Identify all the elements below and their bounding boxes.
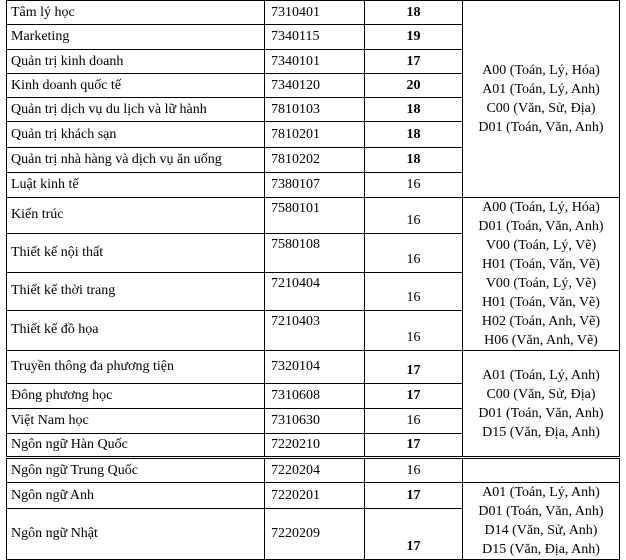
major-code: 7810103 [265, 98, 365, 122]
major-name: Ngôn ngữ Anh [7, 483, 265, 509]
major-code: 7220201 [265, 483, 365, 509]
subject-combinations [463, 1, 620, 198]
combo-line: A00 (Toán, Lý, Hóa) [482, 200, 600, 215]
major-name: Quản trị khách sạn [7, 122, 265, 148]
score: 16 [365, 458, 463, 483]
score: 17 [365, 351, 463, 384]
admission-scores-table [6, 0, 620, 560]
score: 16 [365, 310, 463, 350]
major-name: Ngôn ngữ Hàn Quốc [7, 434, 265, 458]
subject-combinations [463, 351, 620, 458]
score: 17 [365, 384, 463, 409]
score: 17 [365, 50, 463, 74]
major-code: 7210403 [265, 310, 365, 350]
major-name: Quản trị kinh doanh [7, 50, 265, 74]
major-code: 7580108 [265, 233, 365, 272]
major-name: Thiết kế nội thất [7, 233, 265, 272]
table-row [7, 198, 620, 234]
major-code: 7220204 [265, 458, 365, 483]
score: 20 [365, 74, 463, 98]
score: 16 [365, 198, 463, 234]
combo-line: D15 (Văn, Địa, Anh) [482, 424, 600, 440]
major-name: Kinh doanh quốc tế [7, 74, 265, 98]
combo-line: A00 (Toán, Lý, Hóa) [482, 63, 600, 78]
score: 17 [365, 483, 463, 509]
major-name: Luật kinh tế [7, 173, 265, 198]
subject-combinations [463, 483, 620, 560]
score: 17 [365, 434, 463, 458]
major-name: Ngôn ngữ Nhật [7, 509, 265, 560]
major-name: Thiết kế thời trang [7, 272, 265, 310]
major-code: 7320104 [265, 351, 365, 384]
major-name: Đông phương học [7, 384, 265, 409]
combo-line: H01 (Toán, Văn, Vẽ) [482, 257, 600, 272]
major-name: Tâm lý học [7, 1, 265, 25]
score: 19 [365, 25, 463, 50]
major-name: Truyền thông đa phương tiện [7, 351, 265, 384]
major-code: 7210404 [265, 272, 365, 310]
combo-line: D01 (Toán, Văn, Anh) [478, 120, 604, 135]
major-name: Việt Nam học [7, 409, 265, 434]
score: 18 [365, 98, 463, 122]
score: 18 [365, 1, 463, 25]
major-code: 7310401 [265, 1, 365, 25]
major-name: Kiến trúc [7, 198, 265, 234]
major-code: 7810201 [265, 122, 365, 148]
score: 16 [365, 409, 463, 434]
major-code: 7380107 [265, 173, 365, 198]
major-code: 7340120 [265, 74, 365, 98]
combo-line: A01 (Toán, Lý, Anh) [482, 485, 600, 500]
table-row [7, 483, 620, 509]
major-code: 7310630 [265, 409, 365, 434]
combo-line: C00 (Văn, Sử, Địa) [486, 386, 596, 402]
subject-combinations [463, 198, 620, 351]
combo-line: D14 (Văn, Sử, Anh) [484, 523, 598, 538]
major-name: Marketing [7, 25, 265, 50]
table-row [7, 458, 620, 483]
major-code: 7340115 [265, 25, 365, 50]
combo-line: C00 (Văn, Sử, Địa) [486, 101, 596, 116]
table-row [7, 351, 620, 384]
major-code: 7810202 [265, 148, 365, 173]
major-code: 7310608 [265, 384, 365, 409]
score: 16 [365, 272, 463, 310]
score: 18 [365, 122, 463, 148]
table-row [7, 1, 620, 25]
score: 17 [365, 509, 463, 560]
major-name: Ngôn ngữ Trung Quốc [7, 458, 265, 483]
major-code: 7220210 [265, 434, 365, 458]
combo-line: H02 (Toán, Anh, Vẽ) [481, 314, 601, 329]
combo-line: D01 (Toán, Văn, Anh) [478, 405, 604, 421]
major-name: Thiết kế đồ họa [7, 310, 265, 350]
combo-line: A01 (Toán, Lý, Anh) [482, 367, 600, 383]
score: 16 [365, 173, 463, 198]
score: 18 [365, 148, 463, 173]
combo-line: D01 (Toán, Văn, Anh) [478, 219, 604, 234]
major-code: 7580101 [265, 198, 365, 234]
subject-combinations-empty [463, 458, 620, 483]
score: 16 [365, 233, 463, 272]
combo-line: V00 (Toán, Lý, Vẽ) [485, 238, 597, 253]
combo-line: V00 (Toán, Lý, Vẽ) [485, 276, 597, 291]
major-code: 7220209 [265, 509, 365, 560]
combo-line: H06 (Văn, Anh, Vẽ) [484, 333, 598, 348]
combo-line: D01 (Toán, Văn, Anh) [478, 504, 604, 519]
combo-line: A01 (Toán, Lý, Anh) [482, 82, 600, 97]
major-name: Quản trị dịch vụ du lịch và lữ hành [7, 98, 265, 122]
major-name: Quản trị nhà hàng và dịch vụ ăn uống [7, 148, 265, 173]
major-code: 7340101 [265, 50, 365, 74]
combo-line: H01 (Toán, Văn, Vẽ) [482, 295, 600, 310]
combo-line: D15 (Văn, Địa, Anh) [482, 542, 600, 557]
